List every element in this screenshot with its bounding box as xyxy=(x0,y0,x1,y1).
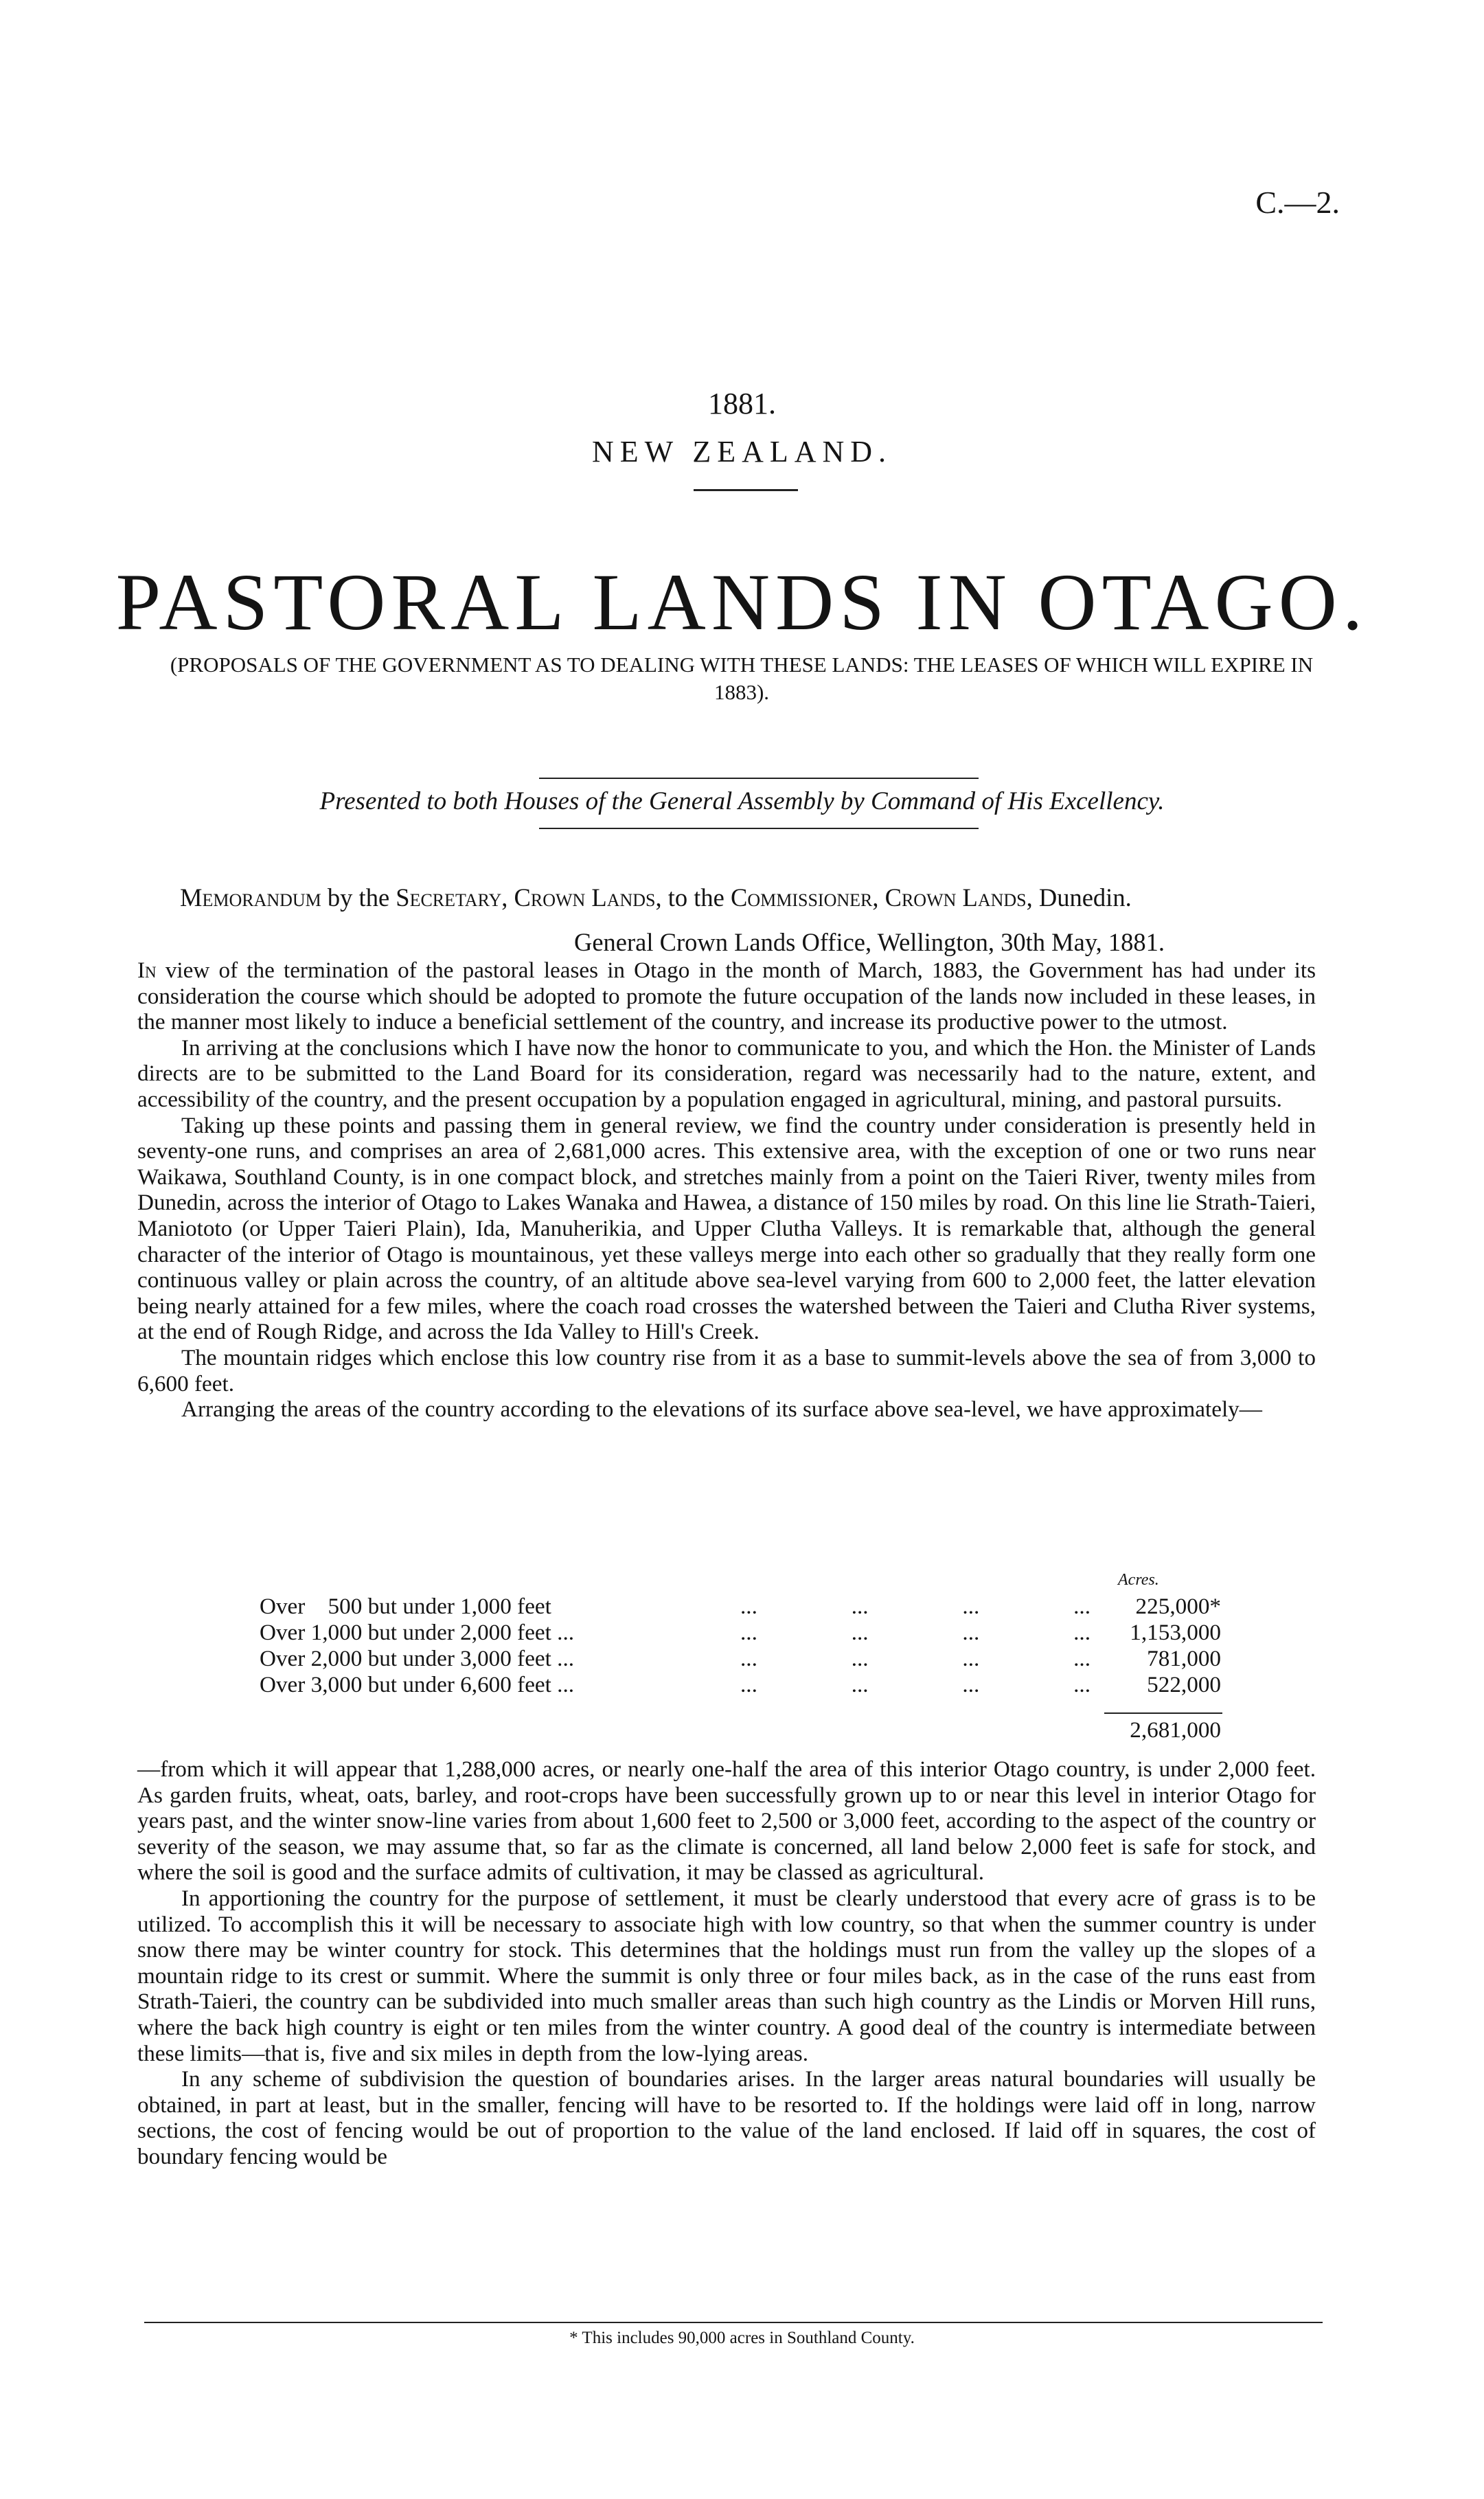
table-leaders: ... ... ... ... xyxy=(740,1646,1091,1671)
table-row-label: Over 3,000 but under 6,600 feet ... xyxy=(260,1672,575,1697)
table-row-value: 781,000 xyxy=(1147,1646,1221,1671)
memo-word: Secretary, Crown Lands, xyxy=(396,883,662,912)
table-unit-header: Acres. xyxy=(1118,1571,1159,1589)
memo-word: to the xyxy=(667,883,724,912)
body-text-lower xyxy=(137,1756,1316,2170)
table-sum-rule xyxy=(1104,1712,1222,1714)
page-subtitle: (PROPOSALS OF THE GOVERNMENT AS TO DEALING WITH THESE LANDS: THE LEASES OF WHICH WILL EXPIRE IN 1883). xyxy=(170,653,1314,704)
drop-cap: In xyxy=(137,958,157,983)
memo-word: Commissioner, Crown Lands, xyxy=(731,883,1033,912)
table-leaders: ... ... ... ... xyxy=(740,1620,1091,1645)
table-row-label: Over 500 but under 1,000 feet xyxy=(260,1594,551,1619)
paragraph: Taking up these points and passing them in general review, we find the country under consideration is presently held in seventy-one runs, and comprises an area of 2,681,000 acres. This extensive area, with the exception of one or two runs near Waikawa, Southland County, is in one compact block, and stretches mainly from a point on the Taieri River, twenty miles from Dunedin, across the interior of Otago to Lakes Wanaka and Hawea, a distance of 150 miles by road. On this line lie Strath-Taieri, Maniototo (or Upper Taieri Plain), Ida, Manuherikia, and Upper Clutha Valleys. It is remarkable that, although the general character of the interior of Otago is mountainous, yet these valleys merge into each other so gradually that they really form one continuous valley or plain across the country, of an altitude above sea-level varying from 600 to 2,000 feet, the latter elevation being nearly attained for a few miles, where the coach road crosses the watershed between the Taieri and Clutha River systems, at the end of Rough Ridge, and across the Ida Valley to Hill's Creek. xyxy=(137,1112,1316,1345)
body-text-upper xyxy=(137,958,1316,1423)
divider xyxy=(694,489,798,491)
presented-line: Presented to both Houses of the General Assembly by Command of His Excellency. xyxy=(319,787,1165,815)
memo-heading xyxy=(180,883,1132,912)
footnote: * This includes 90,000 acres in Southland County. xyxy=(569,2329,915,2347)
memo-office-date: General Crown Lands Office, Wellington, 30th May, 1881. xyxy=(574,928,1165,956)
table-row-value: 1,153,000 xyxy=(1130,1620,1221,1645)
paragraph: In apportioning the country for the purpose of settlement, it must be clearly understood that every acre of grass is to be utilized. To accomplish this it will be necessary to associate high with low country, so that when the summer country is under snow there may be winter country for stock. This determines that the holdings must run from the valley up the slopes of a mountain ridge to its crest or summit. Where the summit is only three or four miles back, as in the case of the runs east from Strath-Taieri, the country can be subdivided into much smaller areas than such high country as the Lindis or Morven Hill runs, where the back high country is eight or ten miles from the winter country. A good deal of the country is intermediate between these limits—that is, five and six miles in depth from the low-lying areas. xyxy=(137,1885,1316,2066)
paragraph: —from which it will appear that 1,288,000 acres, or nearly one-half the area of this interior Otago country, is under 2,000 feet. As garden fruits, wheat, oats, barley, and root-crops have been successfully grown up to or near this level in interior Otago for years past, and the winter snow-line varies from about 1,600 feet to 2,500 or 3,000 feet, according to the aspect of the country or severity of the season, we may assume that, so far as the climate is concerned, all land below 2,000 feet is safe for stock, and where the soil is good and the surface admits of cultivation, it may be classed as agricultural. xyxy=(137,1756,1316,1886)
divider xyxy=(539,778,979,779)
paragraph: Arranging the areas of the country according to the elevations of its surface above sea-level, we have approximately— xyxy=(181,1396,1262,1423)
paragraph: In any scheme of subdivision the question of boundaries arises. In the larger areas natural boundaries will usually be obtained, in part at least, but in the smaller, fencing will have to be resorted to. If the holdings were laid off in long, narrow sections, the cost of fencing would be out of proportion to the value of the land enclosed. If laid off in squares, the cost of boundary fencing would be xyxy=(137,2066,1316,2169)
page-title: PASTORAL LANDS IN OTAGO. xyxy=(115,557,1369,647)
divider xyxy=(539,828,979,829)
year-heading: 1881. xyxy=(708,387,776,420)
paragraph: The mountain ridges which enclose this low country rise from it as a base to summit-levels above the sea of from 3,000 to 6,600 feet. xyxy=(137,1344,1316,1396)
paragraph xyxy=(137,958,1316,1035)
memo-word: by the xyxy=(327,883,390,912)
table-leaders: ... ... ... ... xyxy=(740,1594,1091,1619)
footnote-rule xyxy=(144,2322,1323,2323)
table-row xyxy=(260,1594,1221,1620)
table-row xyxy=(260,1672,1221,1698)
table-row-value: 522,000 xyxy=(1147,1672,1221,1697)
table-row xyxy=(260,1646,1221,1672)
country-heading: NEW ZEALAND. xyxy=(591,435,893,468)
paragraph: In arriving at the conclusions which I have now the honor to communicate to you, and which the Hon. the Minister of Lands directs are to be submitted to the Land Board for its consideration, regard was necessarily had to the nature, extent, and accessibility of the country, and the present occupation by a population engaged in agricultural, mining, and pastoral pursuits. xyxy=(137,1034,1316,1112)
memo-word: Dunedin. xyxy=(1038,883,1132,912)
table-total: 2,681,000 xyxy=(1130,1717,1221,1743)
table-row xyxy=(260,1620,1221,1646)
paragraph-text: view of the termination of the pastoral leases in Otago in the month of March, 1883, the Government has had under its consideration the course which should be adopted to promote the future occupation of the lands now included in these leases, in the manner most likely to induce a beneficial settlement of the country, and increase its productive power to the utmost. xyxy=(137,958,1316,1035)
table-row-label: Over 2,000 but under 3,000 feet ... xyxy=(260,1646,575,1671)
document-reference: C.—2. xyxy=(1255,185,1340,220)
table-row-value: 225,000* xyxy=(1135,1594,1221,1619)
memo-word: Memorandum xyxy=(180,883,321,912)
table-row-label: Over 1,000 but under 2,000 feet ... xyxy=(260,1620,575,1645)
table-leaders: ... ... ... ... xyxy=(740,1672,1091,1697)
